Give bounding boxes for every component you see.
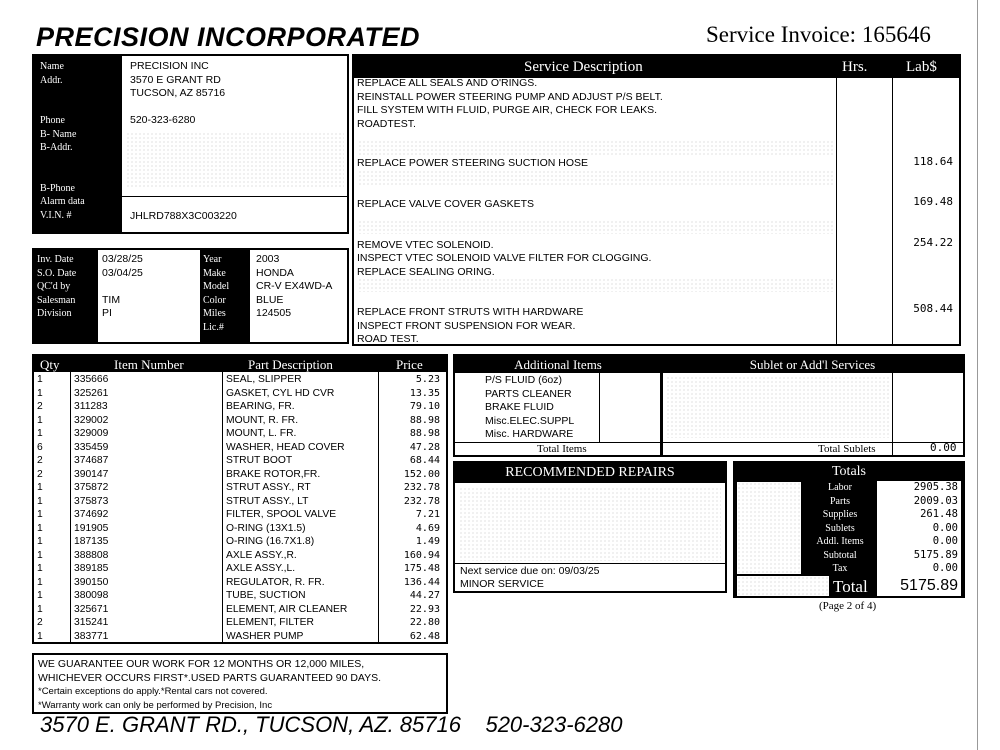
color: BLUE bbox=[256, 293, 284, 306]
service-line: INSPECT FRONT SUSPENSION FOR WEAR. bbox=[357, 320, 576, 332]
table-row bbox=[34, 630, 446, 644]
total-sublets-label: Total Sublets bbox=[818, 443, 876, 455]
item-number-cell: 388808 bbox=[74, 549, 109, 561]
total-value: 5175.89 bbox=[877, 576, 961, 596]
sublet-box bbox=[660, 354, 965, 457]
qty-cell: 1 bbox=[37, 590, 43, 601]
supplies-value: 261.48 bbox=[920, 508, 958, 520]
guarantee-box bbox=[32, 653, 448, 714]
table-row bbox=[34, 495, 446, 509]
price-cell: 88.98 bbox=[409, 428, 440, 439]
label-lic: Lic.# bbox=[203, 321, 224, 333]
list-item: Misc. HARDWARE bbox=[485, 428, 574, 440]
qty-cell: 1 bbox=[37, 576, 43, 588]
qty-cell: 1 bbox=[37, 603, 43, 615]
part-desc-cell: ELEMENT, FILTER bbox=[226, 617, 314, 628]
label-color: Color bbox=[203, 294, 226, 306]
part-desc-cell: BEARING, FR. bbox=[226, 401, 295, 412]
label-blank bbox=[40, 87, 122, 101]
service-line: INSPECT VTEC SOLENOID VALVE FILTER FOR CLOGGING. bbox=[357, 252, 652, 264]
part-desc-cell: BRAKE ROTOR,FR. bbox=[226, 468, 321, 480]
redacted-sublets bbox=[666, 376, 890, 438]
qty-cell: 2 bbox=[37, 468, 43, 480]
table-row bbox=[34, 387, 446, 401]
part-desc-heading: Part Description bbox=[248, 357, 333, 372]
division: PI bbox=[102, 307, 112, 319]
item-number-cell: 380098 bbox=[74, 590, 109, 601]
service-note: MINOR SERVICE bbox=[460, 578, 544, 590]
part-desc-cell: AXLE ASSY.,R. bbox=[226, 549, 297, 561]
item-number-cell: 191905 bbox=[74, 522, 109, 534]
item-number-cell: 335459 bbox=[74, 441, 109, 453]
part-desc-cell: O-RING (16.7X1.8) bbox=[226, 536, 315, 547]
service-line: REPLACE FRONT STRUTS WITH HARDWARE bbox=[357, 306, 584, 318]
service-price: 169.48 bbox=[913, 195, 953, 208]
price-cell: 22.80 bbox=[409, 617, 440, 628]
tax-value: 0.00 bbox=[932, 562, 958, 574]
table-row bbox=[34, 576, 446, 590]
salesman: TIM bbox=[102, 293, 121, 306]
price-cell: 5.23 bbox=[415, 374, 440, 385]
redacted-line bbox=[358, 140, 834, 156]
qty-cell: 1 bbox=[37, 374, 43, 385]
vehicle-right-labels bbox=[200, 250, 250, 342]
recommended-header: RECOMMENDED REPAIRS bbox=[455, 463, 725, 483]
qty-cell: 1 bbox=[37, 495, 43, 507]
next-service-due: Next service due on: 09/03/25 bbox=[460, 565, 600, 577]
customer-addr1: 3570 E GRANT RD bbox=[130, 74, 221, 86]
price-cell: 152.00 bbox=[403, 468, 440, 480]
label-b-phone: B-Phone bbox=[40, 182, 75, 194]
page-edge bbox=[977, 0, 978, 750]
price-cell: 22.93 bbox=[409, 603, 440, 615]
totals-labels bbox=[805, 481, 875, 576]
redacted-line bbox=[358, 220, 834, 234]
qty-cell: 1 bbox=[37, 630, 43, 642]
table-row bbox=[34, 589, 446, 603]
vehicle-left-labels bbox=[34, 250, 98, 342]
redacted-line bbox=[358, 170, 834, 186]
qty-cell: 2 bbox=[37, 455, 43, 466]
table-row bbox=[34, 549, 446, 563]
invoice-number: 165646 bbox=[861, 22, 931, 47]
total-label: Total bbox=[833, 577, 868, 596]
part-desc-cell: O-RING (13X1.5) bbox=[226, 522, 306, 534]
table-row bbox=[34, 535, 446, 549]
hours-heading: Hrs. bbox=[842, 59, 868, 75]
price-cell: 232.78 bbox=[403, 495, 440, 507]
parts-value: 2009.03 bbox=[913, 494, 958, 507]
part-desc-cell: TUBE, SUCTION bbox=[226, 590, 306, 601]
labor-heading: Lab$ bbox=[906, 59, 937, 75]
part-desc-cell: MOUNT, R. FR. bbox=[226, 414, 299, 426]
qty-cell: 1 bbox=[37, 522, 43, 534]
service-line: ROAD TEST. bbox=[357, 333, 419, 345]
guarantee-line: WE GUARANTEE OUR WORK FOR 12 MONTHS OR 12,000 MILES, bbox=[38, 658, 365, 670]
service-line: FILL SYSTEM WITH FLUID, PURGE AIR, CHECK FOR LEAKS. bbox=[357, 104, 658, 116]
customer-addr2: TUCSON, AZ 85716 bbox=[130, 87, 226, 99]
part-desc-cell: MOUNT, L. FR. bbox=[226, 428, 297, 439]
total-sublets-value: 0.00 bbox=[930, 441, 957, 454]
item-number-cell: 325261 bbox=[74, 387, 109, 399]
service-line: REMOVE VTEC SOLENOID. bbox=[357, 239, 494, 251]
divider bbox=[455, 563, 725, 564]
qty-cell: 1 bbox=[37, 563, 43, 574]
service-line: REINSTALL POWER STEERING PUMP AND ADJUST P/S BELT. bbox=[357, 91, 663, 103]
label-year: Year bbox=[203, 254, 222, 265]
label-sublets: Sublets bbox=[825, 522, 855, 534]
sublets-value: 0.00 bbox=[932, 521, 958, 534]
table-row bbox=[34, 481, 446, 495]
col-divider bbox=[836, 56, 837, 344]
table-row bbox=[34, 468, 446, 482]
footer-phone: 520-323-6280 bbox=[485, 712, 623, 737]
qty-cell: 1 bbox=[37, 414, 43, 426]
item-number-cell: 374692 bbox=[74, 509, 109, 520]
label-so-date: S.O. Date bbox=[37, 267, 77, 279]
vehicle-box bbox=[32, 248, 349, 344]
table-row bbox=[34, 400, 446, 414]
table-row bbox=[34, 414, 446, 428]
service-line: REPLACE SEALING ORING. bbox=[357, 266, 495, 278]
service-price: 118.64 bbox=[913, 155, 953, 168]
item-number-cell: 325671 bbox=[74, 603, 109, 615]
customer-box bbox=[32, 54, 349, 234]
price-cell: 4.69 bbox=[415, 522, 440, 534]
part-desc-cell: SEAL, SLIPPER bbox=[226, 374, 302, 385]
page-indicator: (Page 2 of 4) bbox=[819, 600, 877, 612]
parts-table bbox=[32, 354, 448, 644]
make: HONDA bbox=[256, 266, 294, 279]
model: CR-V EX4WD-A bbox=[256, 280, 333, 292]
invoice-label: Service Invoice: bbox=[706, 22, 857, 47]
redacted-line bbox=[358, 278, 834, 292]
labor-value: 2905.38 bbox=[913, 481, 958, 493]
table-row bbox=[34, 427, 446, 441]
totals-header: Totals bbox=[831, 464, 866, 479]
footer-address bbox=[40, 712, 622, 738]
service-line: ROADTEST. bbox=[357, 118, 416, 130]
invoice-title bbox=[706, 22, 931, 48]
label-labor: Labor bbox=[828, 482, 852, 493]
customer-labels bbox=[34, 56, 122, 232]
label-b-addr: B-Addr. bbox=[40, 142, 73, 153]
part-desc-cell: WASHER PUMP bbox=[226, 630, 304, 642]
additional-list bbox=[485, 374, 574, 442]
qty-cell: 1 bbox=[37, 549, 43, 561]
item-number-heading: Item Number bbox=[114, 357, 184, 372]
subtotal-value: 5175.89 bbox=[913, 548, 958, 561]
label-phone: Phone bbox=[40, 115, 65, 126]
price-cell: 13.35 bbox=[409, 387, 440, 399]
table-row bbox=[34, 603, 446, 617]
addl-items-value: 0.00 bbox=[932, 535, 958, 547]
label-parts: Parts bbox=[830, 495, 850, 507]
label-blank bbox=[40, 155, 122, 169]
label-model: Model bbox=[203, 281, 230, 292]
qty-cell: 1 bbox=[37, 482, 43, 493]
price-cell: 7.21 bbox=[415, 509, 440, 520]
additional-header: Additional Items bbox=[455, 356, 661, 373]
label-salesman: Salesman bbox=[37, 294, 76, 306]
part-desc-cell: AXLE ASSY.,L. bbox=[226, 563, 296, 574]
qty-cell: 2 bbox=[37, 617, 43, 628]
table-row bbox=[34, 454, 446, 468]
price-cell: 62.48 bbox=[409, 630, 440, 642]
table-row bbox=[34, 441, 446, 455]
divider bbox=[662, 442, 963, 443]
part-desc-cell: STRUT ASSY., LT bbox=[226, 495, 309, 507]
miles: 124505 bbox=[256, 307, 292, 319]
so-date: 03/04/25 bbox=[102, 266, 143, 279]
item-number-cell: 389185 bbox=[74, 563, 109, 574]
price-cell: 160.94 bbox=[403, 549, 440, 561]
service-desc-heading: Service Description bbox=[524, 59, 643, 75]
part-desc-cell: GASKET, CYL HD CVR bbox=[226, 387, 335, 399]
guarantee-line: *Warranty work can only be performed by Precision, Inc bbox=[38, 699, 273, 711]
list-item: Misc.ELEC.SUPPL bbox=[485, 414, 575, 427]
parts-header bbox=[34, 356, 446, 372]
table-row bbox=[34, 616, 446, 630]
part-desc-cell: STRUT BOOT bbox=[226, 455, 293, 466]
service-line: REPLACE ALL SEALS AND O'RINGS. bbox=[357, 77, 538, 89]
item-number-cell: 187135 bbox=[74, 536, 109, 547]
label-addr: Addr. bbox=[40, 74, 63, 86]
guarantee-line: *Certain exceptions do apply.*Rental cars not covered. bbox=[38, 686, 268, 697]
label-name: Name bbox=[40, 61, 64, 72]
item-number-cell: 375873 bbox=[74, 495, 109, 507]
vehicle-left-values bbox=[102, 253, 143, 321]
col-divider bbox=[599, 373, 600, 443]
vehicle-right-values bbox=[256, 253, 332, 321]
label-subtotal: Subtotal bbox=[823, 549, 857, 561]
total-items-label: Total Items bbox=[537, 443, 587, 455]
qty-heading: Qty bbox=[40, 357, 60, 372]
item-number-cell: 374687 bbox=[74, 455, 109, 466]
price-cell: 68.44 bbox=[409, 455, 440, 466]
guarantee-line: WHICHEVER OCCURS FIRST*.USED PARTS GUARANTEED 90 DAYS. bbox=[38, 671, 382, 684]
service-price: 254.22 bbox=[913, 236, 953, 249]
item-number-cell: 315241 bbox=[74, 617, 109, 628]
qty-cell: 2 bbox=[37, 401, 43, 412]
item-number-cell: 329002 bbox=[74, 414, 109, 426]
label-addl-items: Addl. Items bbox=[816, 536, 864, 547]
item-number-cell: 335666 bbox=[74, 374, 109, 385]
qty-cell: 1 bbox=[37, 536, 43, 547]
year: 2003 bbox=[256, 253, 280, 265]
label-alarm: Alarm data bbox=[40, 196, 85, 207]
price-heading: Price bbox=[396, 357, 423, 372]
item-number-cell: 375872 bbox=[74, 482, 109, 493]
price-cell: 79.10 bbox=[409, 401, 440, 412]
vin-value: JHLRD788X3C003220 bbox=[130, 210, 237, 222]
table-row bbox=[34, 373, 446, 387]
price-cell: 1.49 bbox=[415, 536, 440, 547]
label-inv-date: Inv. Date bbox=[37, 254, 74, 265]
service-price: 508.44 bbox=[913, 302, 953, 315]
redacted-total bbox=[737, 576, 829, 596]
redacted-billing bbox=[126, 132, 344, 188]
qty-cell: 1 bbox=[37, 509, 43, 520]
item-number-cell: 383771 bbox=[74, 630, 109, 642]
totals-values bbox=[877, 481, 961, 576]
qc-by bbox=[102, 280, 143, 294]
item-number-cell: 390147 bbox=[74, 468, 109, 480]
list-item: P/S FLUID (6oz) bbox=[485, 374, 563, 386]
item-number-cell: 329009 bbox=[74, 428, 109, 439]
sublet-header: Sublet or Add'l Services bbox=[662, 356, 963, 373]
label-supplies: Supplies bbox=[822, 509, 858, 520]
label-make: Make bbox=[203, 267, 226, 279]
label-blank bbox=[40, 101, 122, 115]
customer-name: PRECISION INC bbox=[130, 60, 209, 72]
price-cell: 44.27 bbox=[409, 590, 440, 601]
col-divider bbox=[892, 56, 893, 344]
price-cell: 175.48 bbox=[403, 563, 440, 574]
part-desc-cell: WASHER, HEAD COVER bbox=[226, 441, 345, 453]
footer-street: 3570 E. GRANT RD., TUCSON, AZ. 85716 bbox=[40, 712, 461, 737]
customer-phone: 520-323-6280 bbox=[130, 114, 196, 126]
label-tax: Tax bbox=[832, 563, 848, 574]
table-row bbox=[34, 522, 446, 536]
recommended-repairs-box bbox=[453, 461, 727, 593]
qty-cell: 1 bbox=[37, 428, 43, 439]
additional-items-box bbox=[453, 354, 663, 457]
price-cell: 136.44 bbox=[403, 576, 440, 588]
price-cell: 88.98 bbox=[409, 414, 440, 426]
table-row bbox=[34, 562, 446, 576]
item-number-cell: 390150 bbox=[74, 576, 109, 588]
label-miles: Miles bbox=[203, 308, 226, 319]
label-blank bbox=[40, 168, 122, 182]
inv-date: 03/28/25 bbox=[102, 253, 143, 265]
label-vin: V.I.N. # bbox=[40, 209, 72, 221]
service-header bbox=[354, 56, 959, 78]
divider bbox=[122, 196, 347, 197]
list-item: PARTS CLEANER bbox=[485, 387, 572, 400]
service-description-box bbox=[352, 54, 961, 346]
redacted-totals bbox=[737, 482, 801, 574]
qty-cell: 1 bbox=[37, 387, 43, 399]
list-item: BRAKE FLUID bbox=[485, 401, 554, 413]
label-b-name: B- Name bbox=[40, 128, 77, 140]
part-desc-cell: REGULATOR, R. FR. bbox=[226, 576, 325, 588]
service-line: REPLACE VALVE COVER GASKETS bbox=[357, 198, 535, 210]
label-qc-by: QC'd by bbox=[37, 281, 71, 292]
label-division: Division bbox=[37, 308, 72, 319]
qty-cell: 6 bbox=[37, 441, 43, 453]
totals-box bbox=[733, 461, 965, 598]
service-line: REPLACE POWER STEERING SUCTION HOSE bbox=[357, 157, 589, 169]
price-cell: 232.78 bbox=[403, 482, 440, 493]
item-number-cell: 311283 bbox=[74, 401, 108, 412]
price-cell: 47.28 bbox=[409, 441, 440, 453]
table-row bbox=[34, 508, 446, 522]
redacted-recommendations bbox=[459, 487, 721, 561]
company-name: PRECISION INCORPORATED bbox=[36, 22, 421, 52]
part-desc-cell: ELEMENT, AIR CLEANER bbox=[226, 603, 348, 615]
part-desc-cell: STRUT ASSY., RT bbox=[226, 482, 311, 493]
part-desc-cell: FILTER, SPOOL VALVE bbox=[226, 509, 337, 520]
